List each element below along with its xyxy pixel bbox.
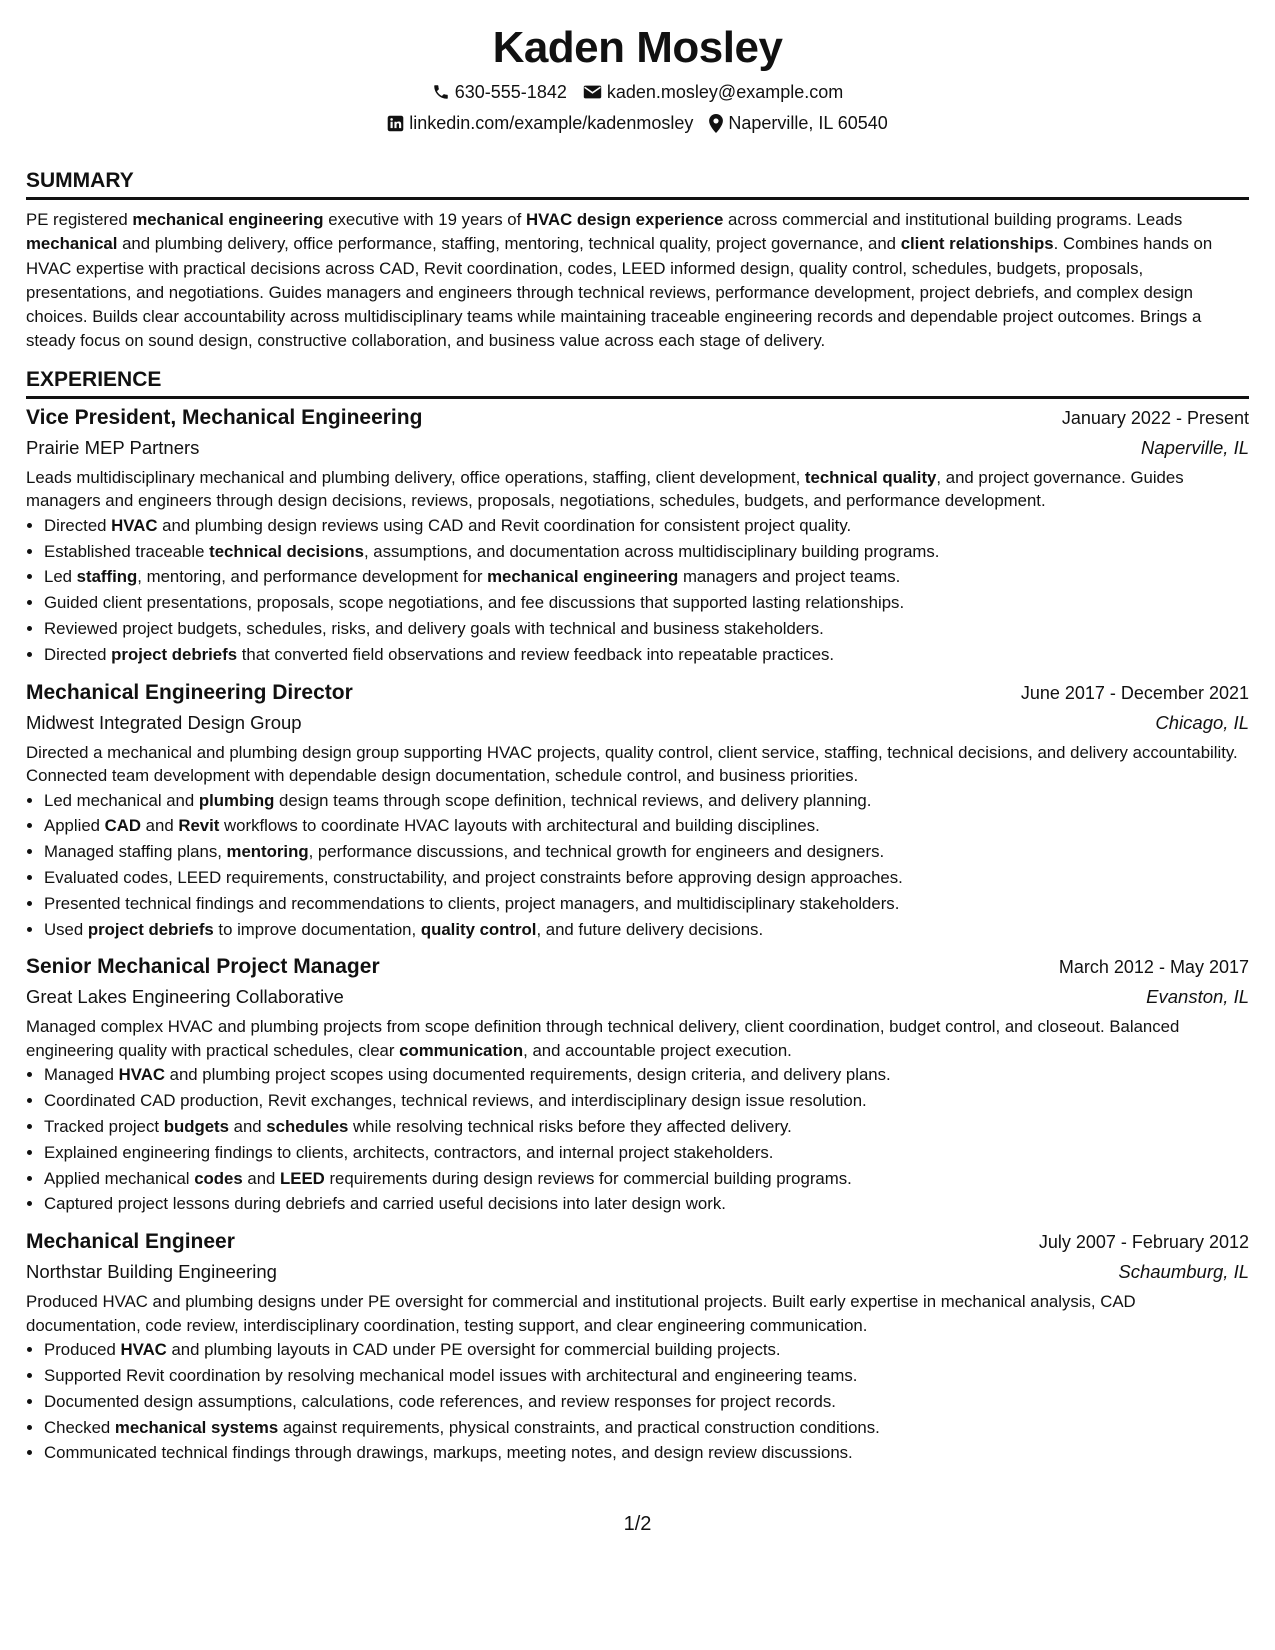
job-bullet: • Directed project debriefs that converted field observations and review feedback into repeatable practices. [44, 642, 1249, 668]
envelope-icon [583, 84, 602, 100]
job-title: Mechanical Engineer [26, 1230, 235, 1254]
job-header [26, 678, 1249, 708]
job-dates: July 2007 - February 2012 [1038, 1232, 1249, 1253]
job-bullet: • Produced HVAC and plumbing layouts in CAD under PE oversight for commercial building projects. [44, 1337, 1249, 1363]
job-bullet: • Reviewed project budgets, schedules, risks, and delivery goals with technical and business stakeholders. [44, 616, 1249, 642]
job-description: Managed complex HVAC and plumbing projects from scope definition through technical delivery, client coordination, budget control, and closeout. Balanced engineering quality with practical schedules, clear communication, and accountable project execution. [26, 1017, 1180, 1060]
contact-email[interactable] [583, 78, 843, 106]
job-bullet: • Led staffing, mentoring, and performance development for mechanical engineering managers and project teams. [44, 564, 1249, 590]
experience-list [26, 403, 1249, 1466]
job-header [26, 952, 1249, 982]
job-bullets [26, 513, 1249, 668]
job-subheader [26, 982, 1249, 1012]
linkedin-text: linkedin.com/example/kadenmosley [409, 113, 694, 133]
job-description: Directed a mechanical and plumbing design group supporting HVAC projects, quality control, client service, staffing, technical decisions, and delivery accountability. Connected team development with dependable design documentation, schedule control, and business priorities. [26, 742, 1238, 786]
job-company: Midwest Integrated Design Group [26, 711, 302, 733]
job-subheader [26, 433, 1249, 463]
job-bullet: • Managed HVAC and plumbing project scopes using documented requirements, design criteria, and delivery plans. [44, 1062, 1249, 1088]
phone-text: 630-555-1842 [454, 82, 567, 102]
job-bullets [26, 788, 1249, 943]
linkedin-icon [387, 115, 404, 132]
job-bullet: • Guided client presentations, proposals, scope negotiations, and fee discussions that supported lasting relationships. [44, 590, 1249, 616]
map-pin-icon [709, 114, 723, 133]
job-entry [26, 952, 1249, 1217]
job-header [26, 1227, 1249, 1257]
resume-page [26, 0, 1249, 1650]
job-entry [26, 403, 1249, 668]
job-bullet: • Captured project lessons during debriefs and carried useful decisions into later design work. [44, 1191, 1249, 1217]
job-bullet: • Checked mechanical systems against requirements, physical constraints, and practical construction conditions. [44, 1415, 1249, 1441]
job-title: Mechanical Engineering Director [26, 680, 353, 704]
job-company: Prairie MEP Partners [26, 436, 200, 458]
job-header [26, 403, 1249, 433]
job-bullet: • Communicated technical findings through drawings, markups, meeting notes, and design review discussions. [44, 1440, 1249, 1466]
job-bullet: • Evaluated codes, LEED requirements, constructability, and project constraints before approving design approaches. [44, 865, 1249, 891]
contact-row-1 [26, 78, 1249, 106]
job-bullet: • Led mechanical and plumbing design teams through scope definition, technical reviews, and delivery planning. [44, 788, 1249, 814]
job-bullet: • Managed staffing plans, mentoring, performance discussions, and technical growth for engineers and designers. [44, 839, 1249, 865]
job-bullet: • Documented design assumptions, calculations, code references, and review responses for project records. [44, 1389, 1249, 1415]
job-dates: March 2012 - May 2017 [1058, 957, 1249, 978]
job-company: Northstar Building Engineering [26, 1261, 277, 1283]
job-entry [26, 678, 1249, 943]
contact-linkedin[interactable] [387, 109, 693, 137]
contact-location [709, 109, 887, 137]
email-text: kaden.mosley@example.com [606, 82, 844, 102]
job-title: Vice President, Mechanical Engineering [26, 405, 423, 429]
job-location: Schaumburg, IL [1118, 1261, 1249, 1283]
contact-phone [432, 78, 567, 106]
job-bullets [26, 1062, 1249, 1217]
job-location: Evanston, IL [1146, 986, 1249, 1008]
phone-icon [432, 83, 450, 101]
page-number: 1/2 [623, 1513, 652, 1535]
job-bullet: • Tracked project budgets and schedules while resolving technical risks before they affected delivery. [44, 1114, 1249, 1140]
job-bullet: • Established traceable technical decisions, assumptions, and documentation across multidisciplinary building programs. [44, 539, 1249, 565]
job-dates: January 2022 - Present [1061, 407, 1249, 428]
job-subheader [26, 1257, 1249, 1287]
job-description: Leads multidisciplinary mechanical and plumbing delivery, office operations, staffing, client development, technical quality, and project governance. Guides managers and engineers through design decisions, reviews, proposals, negotiations, schedules, budgets, and performance development. [26, 467, 1184, 511]
job-title: Senior Mechanical Project Manager [26, 955, 380, 979]
summary-heading: SUMMARY [26, 167, 1249, 200]
job-bullet: • Used project debriefs to improve documentation, quality control, and future delivery decisions. [44, 917, 1249, 943]
summary-text: PE registered mechanical engineering executive with 19 years of HVAC design experience across commercial and institutional building programs. Leads mechanical and plumbing delivery, office performance, staffing, mentoring, technical quality, project governance, and client relationships. Combines hands on HVAC expertise with practical decisions across CAD, Revit coordination, codes, LEED informed design, quality control, schedules, budgets, proposals, presentations, and negotiations. Guides managers and engineers through technical reviews, performance development, project debriefs, and complex design choices. Builds clear accountability across multidisciplinary teams while maintaining traceable engineering records and dependable project outcomes. Brings a steady focus on sound design, constructive collaboration, and business value across each stage of delivery. [26, 210, 1213, 351]
job-bullet: • Directed HVAC and plumbing design reviews using CAD and Revit coordination for consistent project quality. [44, 513, 1249, 539]
location-text: Naperville, IL 60540 [728, 113, 888, 133]
job-bullet: • Presented technical findings and recommendations to clients, project managers, and multidisciplinary stakeholders. [44, 891, 1249, 917]
job-location: Naperville, IL [1141, 436, 1249, 458]
job-bullet: • Applied CAD and Revit workflows to coordinate HVAC layouts with architectural and building disciplines. [44, 813, 1249, 839]
job-dates: June 2017 - December 2021 [1020, 682, 1249, 703]
job-description: Produced HVAC and plumbing designs under PE oversight for commercial and institutional projects. Built early expertise in mechanical analysis, CAD documentation, code review, interdisciplinary coordination, testing support, and clear engineering communication. [26, 1292, 1136, 1335]
job-company: Great Lakes Engineering Collaborative [26, 986, 344, 1008]
candidate-name: Kaden Mosley [492, 23, 783, 72]
contact-row-2 [26, 109, 1249, 137]
job-bullet: • Coordinated CAD production, Revit exchanges, technical reviews, and interdisciplinary design issue resolution. [44, 1088, 1249, 1114]
job-subheader [26, 708, 1249, 738]
job-bullet: • Supported Revit coordination by resolving mechanical model issues with architectural and engineering teams. [44, 1363, 1249, 1389]
job-bullet: • Applied mechanical codes and LEED requirements during design reviews for commercial building programs. [44, 1166, 1249, 1192]
experience-heading: EXPERIENCE [26, 366, 1249, 399]
job-location: Chicago, IL [1155, 711, 1249, 733]
job-bullets [26, 1337, 1249, 1466]
job-entry [26, 1227, 1249, 1466]
job-bullet: • Explained engineering findings to clients, architects, contractors, and internal project stakeholders. [44, 1140, 1249, 1166]
